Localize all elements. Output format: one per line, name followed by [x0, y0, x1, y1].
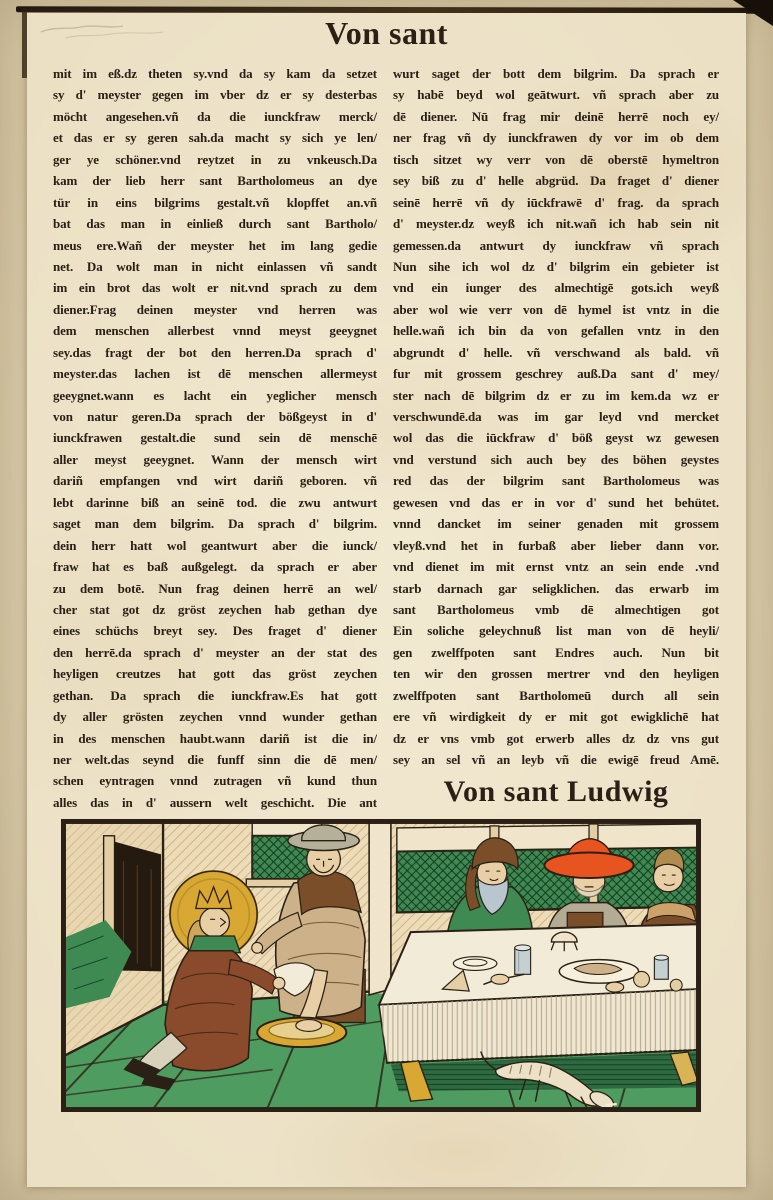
text-line: aller meyst geeygnet. Wann der mensch wirt: [53, 451, 377, 467]
text-line: seinē herrē vñ dy iūckfrawē d' frag. da sprach: [393, 194, 719, 210]
text-line: abgrundt d' helle. vñ verschwand als bald. vñ: [393, 344, 719, 360]
text-line: starb darnach gar seligklichen. das erwarb im: [393, 580, 719, 596]
text-line: iunckfrawen gestalt.die sund sein dē menschē: [53, 430, 377, 446]
fish-plate: [559, 960, 638, 984]
text-line: dariñ empfangen vnd wirt dariñ geboren. vñ: [53, 473, 377, 489]
text-line: dē diener. Nū frag mir deinē herrē noch ey/: [393, 108, 719, 124]
text-line: den herrē.da sprach d' meyster an der stat des: [53, 644, 377, 660]
text-line: möcht angesehen.vñ da die iunckfraw merck/: [53, 108, 377, 124]
text-line: net. Da wolt man in nicht einlassen vñ sandt: [53, 258, 377, 274]
section-heading: Von sant Ludwig: [443, 775, 669, 808]
text-line: meus ere.Wañ der meyster het im lang gedie: [53, 237, 377, 253]
text-line: diener.Frag deinen meyster vnd herren was: [53, 301, 377, 317]
text-line: ere vñ wirdigkeit dy er mit got ewigklichē hat: [393, 709, 719, 725]
text-line: tisch sitzet wy verr von dē oberstē hymeltron: [393, 151, 719, 167]
foot-basin: [257, 1018, 346, 1047]
text-line: sy habē beyd wol geātwurt. vñ sprach aber zu: [393, 87, 719, 103]
text-line: sey biß zu d' helle abgrüd. Da fraget d' diener: [393, 173, 719, 189]
bread-roll: [670, 979, 682, 991]
text-line: fraw hat es baß außgelegt. da sprach er aber: [53, 559, 377, 575]
text-line: fur mit grossem geschrey auß.Da sant d' mey/: [393, 366, 719, 382]
text-line: alles das in d' aussern welt geschicht. Die ant: [53, 794, 377, 810]
text-line: helle.wañ ich bin da von gefallen vntz in den: [393, 323, 719, 339]
text-column-right: [393, 63, 719, 770]
text-line: gen zwelffpoten sant Endres auch. Nun bit: [393, 644, 719, 660]
text-line: et das er sy geren sah.da macht sy sich ye len/: [53, 130, 377, 146]
text-line: ten wir den grossen mertrer vnd den heyligen: [393, 666, 719, 682]
text-line: d' meyster.dz weyß ich nit.wañ ich hab sein nit: [393, 216, 719, 232]
text-line: Ein soliche geleychnuß list man von dē heyli/: [393, 623, 719, 639]
wall-pier: [369, 822, 391, 995]
text-line: saget man dem bilgrim. Da sprach d' bilgrim.: [53, 516, 377, 532]
text-line: verschwundē.da was im gar leyd vnd mercket: [393, 409, 719, 424]
text-line: wurt saget der bott dem bilgrim. Da sprach er: [393, 66, 719, 81]
text-line: Nun sihe ich wol dz d' bilgrim ein gebieter ist: [393, 258, 719, 274]
woodcut-feast-and-foot-washing-scene: [64, 822, 698, 1109]
text-line: zwelffpoten sant Bartholomeū durch all sein: [393, 687, 719, 703]
text-line: gemessen.da antwurt dy iunckfraw vñ sprach: [393, 237, 719, 253]
text-line: sy d' meyster gegen im vber dz er sy desterbas: [53, 87, 377, 103]
text-line: dy aller grösten zeychen vnnd wunder gethan: [53, 709, 377, 725]
text-line: schen eyntragen vnnd zutragen vñ kund thun: [53, 773, 377, 789]
text-line: ner welt.das seynd die funff sinn die dē men/: [53, 752, 377, 767]
text-line: sey.das fragt der bot den herren.Da sprach d': [53, 344, 377, 360]
text-line: aber wol wie verr von dē hymel ist vntz in die: [393, 301, 719, 317]
text-line: meyster.das lachen ist dē menschen allermeyst: [53, 366, 377, 382]
book-leaf: [27, 13, 746, 1187]
text-line: kam der lieb herr sant Bartholomeus an dye: [53, 173, 377, 189]
text-line: im ein brot das wolt er nit.vnd sprach zu dem: [53, 280, 377, 296]
running-title: Von sant: [325, 15, 448, 51]
text-line: vnd dienet im mit ernst vntz an sein ende .vnd: [393, 559, 719, 575]
text-line: geeygnet.wann es lacht ein yeglicher mensch: [53, 387, 377, 403]
text-line: ner frag vñ dy iunckfrawen dy vor im ob dem: [393, 130, 719, 146]
glass-beaker: [654, 955, 668, 979]
text-line: heyligen creutzes hat gott das gröst zeychen: [53, 666, 377, 682]
text-line: sant Bartholomeus vmb dē almechtigen got: [393, 601, 719, 617]
text-column-left: [53, 63, 377, 813]
text-line: cher stat got dz gröst zeychen hab gethan dye: [53, 601, 377, 617]
text-line: dem menschen allerbest vnnd meyst geeygnet: [53, 323, 377, 339]
text-line: vnd ein iunger des almechtigē gots.ich weyß: [393, 280, 719, 296]
hand-on-table: [491, 974, 509, 984]
text-line: ster nach dē bilgrim dz er zu im kem.da wz er: [393, 387, 719, 403]
text-line: sey an sel vñ an leyb vñ die ewigē freud Amē.: [393, 752, 719, 767]
text-line: von natur geren.Da sprach der bößgeyst in d': [53, 409, 377, 424]
text-line: gewesen vnd das er in vor d' sund het behütet.: [393, 494, 719, 510]
text-line: dz er vns vmb got erwerb alles dz dz vns gut: [393, 730, 719, 746]
woodcut-illustration: [61, 819, 701, 1112]
text-line: in des menschen haubt.wann dariñ ist die in/: [53, 730, 377, 746]
text-line: bat das man in einließ durch sant Bartholo/: [53, 216, 377, 232]
text-line: vnnd dancket im seiner genaden mit grossem: [393, 516, 719, 532]
bread-roll: [634, 971, 650, 987]
text-line: gethan. Da sprach die iunckfraw.Es hat gott: [53, 687, 377, 703]
text-line: lebt darinne biß an seinē tod. die zwu antwurt: [53, 494, 377, 510]
hand-on-table: [606, 982, 624, 992]
text-line: tür in eins bilgrims gestalt.vñ klopffet an.vñ: [53, 194, 377, 210]
text-line: ger ye schöner.vnd reytzet in zu vnkeusch.Da: [53, 151, 377, 167]
text-line: eines schüchs breyt sey. Des fraget d' diener: [53, 623, 377, 639]
text-line: dein herr hatt wol geantwurt aber die iunck/: [53, 537, 377, 553]
feast-table: [379, 924, 698, 1063]
text-line: red das der bilgrim sant Bartholomeus was: [393, 473, 719, 489]
orange-hat-brim: [544, 852, 633, 878]
bare-foot: [296, 1020, 322, 1032]
text-line: vleyß.vnd het in furbaß aber lieber dann vor.: [393, 537, 719, 553]
text-line: vnd verstund sich auch bey des böhen geystes: [393, 451, 719, 467]
text-line: mit im eß.dz theten sy.vnd da sy kam da setzet: [53, 66, 377, 81]
glass-beaker: [515, 945, 531, 974]
text-line: wol das die iūckfraw d' böß geyst wz gewesen: [393, 430, 719, 446]
text-line: zu dem botē. Nun frag deinen herrē an wel/: [53, 580, 377, 596]
